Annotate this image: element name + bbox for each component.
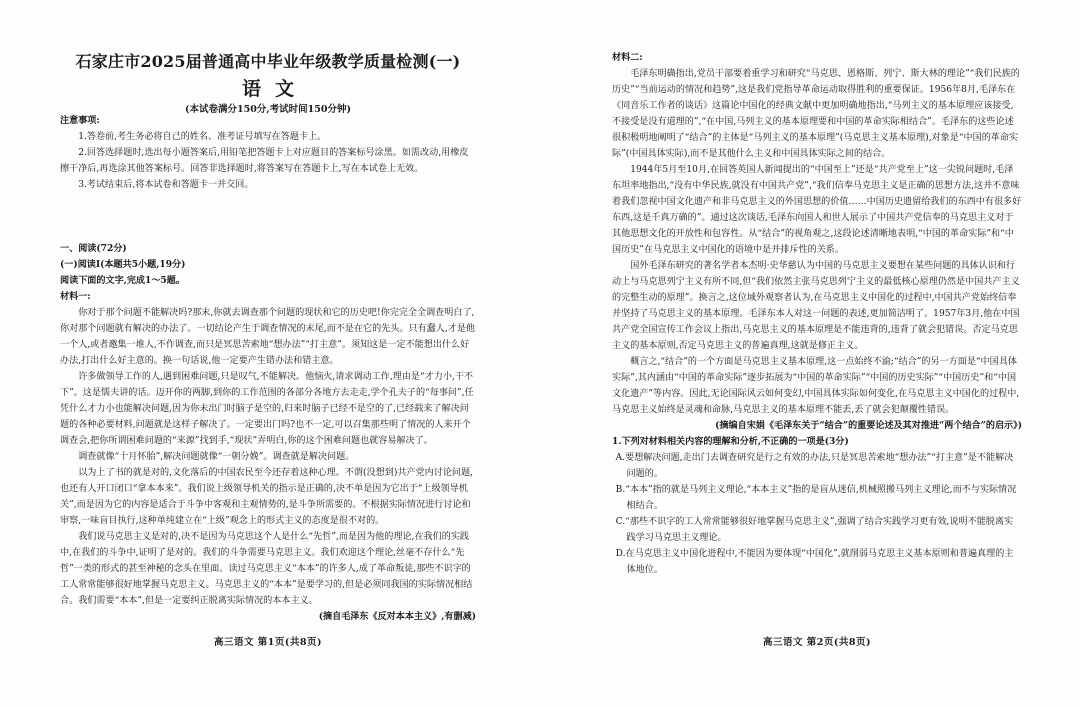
option-c: C.“那些不识字的工人常常能够很好地掌握马克思主义”,强调了结合实践学习更有效,说明不能脱离实践学习马克思主义理论。: [615, 517, 1014, 543]
instruction: 阅读下面的文字,完成1～5题。: [60, 275, 185, 286]
notice-block: [60, 113, 476, 193]
page-footer: 高三语文 第1页(共8页): [213, 637, 323, 648]
page-2: [612, 0, 1022, 706]
passage-paragraph: 调查就像“十月怀胎”,解决问题就像“一朝分娩”。调查就是解决问题。: [78, 452, 355, 462]
notice-item: 3.考试结束后,将本试卷和答题卡一并交回。: [78, 180, 254, 190]
passage-paragraph: 以为上了书的就是对的,文化落后的中国农民至今还存着这种心理。不谓(没想到)共产党内讨论问题,也还有人开口闭口“拿本本来”。我们说上级领导机关的指示是正确的,决不单是因为它出于“上级领导机关”,而是因为它的内容是适合于斗争中客观和主观情势的,是斗争所需要的。不根据实际情况进行讨论和审察,一味盲目执行,这种单纯建立在“上级”观念上的形式主义的态度是很不对的。: [60, 468, 474, 526]
material-label: 材料二:: [612, 52, 643, 63]
option-b: B.“本本”指的就是马列主义理论,“本本主义”指的是盲从迷信,机械照搬马列主义理论,而不与实际情况相结合。: [615, 485, 1017, 511]
passage-paragraph: 毛泽东明确指出,党员干部要着重学习和研究“马克思、恩格斯、列宁、斯大林的理论”“我们民族的历史”“当前运动的情况和趋势”,这是我们党指导革命运动取得胜利的重要保证。1956年8月,毛泽东在《同音乐工作者的谈话》这篇论中国化的经典文献中更加明确地指出,“马列主义的基本原理应该接受,不接受是没有道理的”,“在中国,马列主义的基本原理要和中国的革命实际相结合”。毛泽东的这些论述很积极明地阐明了“结合”的主体是“马列主义的基本原理”(马克思主义基本原理),对象是“中国的革命实际”(中国具体实际),而不是其他什么主义和中国具体实际之间的结合。: [612, 69, 1020, 159]
material-label: 材料一:: [60, 291, 91, 302]
exam-title: 石家庄市2025届普通高中毕业年级教学质量检测(一): [75, 52, 461, 71]
notice-item: 1.答卷前,考生务必将自己的姓名、准考证号填写在答题卡上。: [78, 132, 327, 142]
section-heading: 一、阅读(72分): [60, 243, 127, 254]
source-citation: (摘编自宋娟《毛泽东关于“结合”的重要论述及其对推进“两个结合”的启示》): [715, 420, 1022, 431]
subject-heading: 语文: [241, 78, 308, 100]
page-footer: 高三语文 第2页(共8页): [762, 637, 872, 648]
passage-paragraph: 你对于那个问题不能解决吗?那末,你就去调查那个问题的现状和它的历史吧!你完完全全调查明白了,你对那个问题就有解决的办法了。一切结论产生于调查情况的末尾,而不是在它的先头。只有蠢人,才是他一个人,或者邀集一堆人,不作调查,而只是冥思苦索地“想办法”“打主意”。须知这是一定不能想出什么好办法,打出什么好主意的。换一句话说,他一定要产生错办法和错主意。: [60, 308, 476, 366]
notice-heading: 注意事项:: [60, 115, 100, 126]
question-stem: 1.下列对材料相关内容的理解和分析,不正确的一项是(3分): [612, 436, 849, 447]
notice-item: 2.回答选择题时,选出每小题答案后,用铅笔把答题卡上对应题目的答案标号涂黑。如需改动,用橡皮擦干净后,再选涂其他答案标号。回答非选择题时,将答案写在答题卡上,写在本试卷上无效。: [60, 148, 469, 174]
source-citation: (摘自毛泽东《反对本本主义》,有删减): [318, 611, 476, 622]
passage-paragraph: 1944年5月至10月,在回答英国人新闻提出的“中国至上”还是“共产党至上”这一尖锐问题时,毛泽东坦率地指出,“没有中华民族,就没有中国共产党”,“我们信奉马克思主义是正确的思想方法,这并不意味着我们忽视中国文化遗产和非马克思主义的外国思想的价值……中国历史遗留给我们的东西中有很多好东西,这是千真万确的”。通过这次谈话,毛泽东向国人和世人展示了中国共产党信奉的马克思主义对于其他思想文化的开放性和包容性。从“结合”的视角观之,这段论述清晰地表明,“中国的革命实际”和“中国历史”在马克思主义中国化的语境中是并排斥性的关系。: [612, 165, 1022, 255]
passage-paragraph: 许多做领导工作的人,遇到困难问题,只是叹气,不能解决。他恼火,请求调动工作,理由是“才力小,干不下”。这是懦夫讲的话。迈开你的两脚,到你的工作范围的各部分各地方去走走,学个孔夫子的“每事问”,任凭什么才力小也能解决问题,因为你未出门时脑子是空的,归来时脑子已经不是空的了,已经载来了解决问题的各种必要材料,问题就是这样子解决了。一定要出门吗?也不一定,可以召集那些明了情况的人来开个调查会,把你所谓困难问题的“来源”找到手,“现状”弄明白,你的这个困难问题也就容易解决了。: [60, 372, 474, 446]
passage-paragraph: 我们说马克思主义是对的,决不是因为马克思这个人是什么“先哲”,而是因为他的理论,在我们的实践中,在我们的斗争中,证明了是对的。我们的斗争需要马克思主义。我们欢迎这个理论,丝毫不存什么“先哲”一类的形式的甚至神秘的念头在里面。读过马克思主义“本本”的许多人,成了革命叛徒,那些不识字的工人常常能够很好地掌握马克思主义。马克思主义的“本本”是要学习的,但是必须同我国的实际情况相结合。我们需要“本本”,但是一定要纠正脱离实际情况的本本主义。: [60, 532, 473, 606]
page-1: [60, 0, 476, 706]
material-two: [612, 50, 1022, 578]
sub-heading: (一)阅读Ⅰ(本题共5小题,19分): [60, 259, 186, 270]
option-d: D.在马克思主义中国化进程中,不能因为要体现“中国化”,就削弱马克思主义基本原则和普遍真理的主体地位。: [615, 549, 1014, 575]
option-a: A.要想解决问题,走出门去调查研究是行之有效的办法,只是冥思苦索地“想办法”“打主意”是不能解决问题的。: [615, 453, 1014, 479]
passage-paragraph: 国外毛泽东研究的著名学者本杰明·史华慈认为中国的马克思主义要想在某些问题的具体认识和行动上与马克思列宁主义有所不同,但“我们依然主张马克思列宁主义的最低核心原理仍然是中国共产主义的完整生动的原理”。换言之,这位域外观察者认为,在马克思主义中国化的过程中,中国共产党始终信奉并坚持了马克思主义的基本原理。毛泽东本人对这一问题的表述,更加简洁明了。1957年3月,他在中国共产党全国宣传工作会议上指出,马克思主义的基本原理是不能违背的,违背了就会犯错误。否定马克思主义的基本原则,否定马克思主义的普遍真理,这就是修正主义。: [612, 261, 1020, 351]
reading-section: [60, 241, 476, 625]
passage-paragraph: 概言之,“结合”的一个方面是马克思主义基本原理,这一点始终不渝;“结合”的另一方面是“中国具体实际”,其内涵由“中国的革命实际”逐步拓展为“中国的革命实际”“中国的历史实际”“中国历史”和“中国文化遗产”等内容。因此,无论国际风云如何变幻,中国具体实际如何变化,在马克思主义中国化的过程中,马克思主义始终是灵魂和命脉,马克思主义的基本原理不能丢,丢了就会犯颠覆性错误。: [612, 357, 1020, 415]
score-note: (本试卷满分150分,考试时间150分钟): [185, 104, 351, 115]
